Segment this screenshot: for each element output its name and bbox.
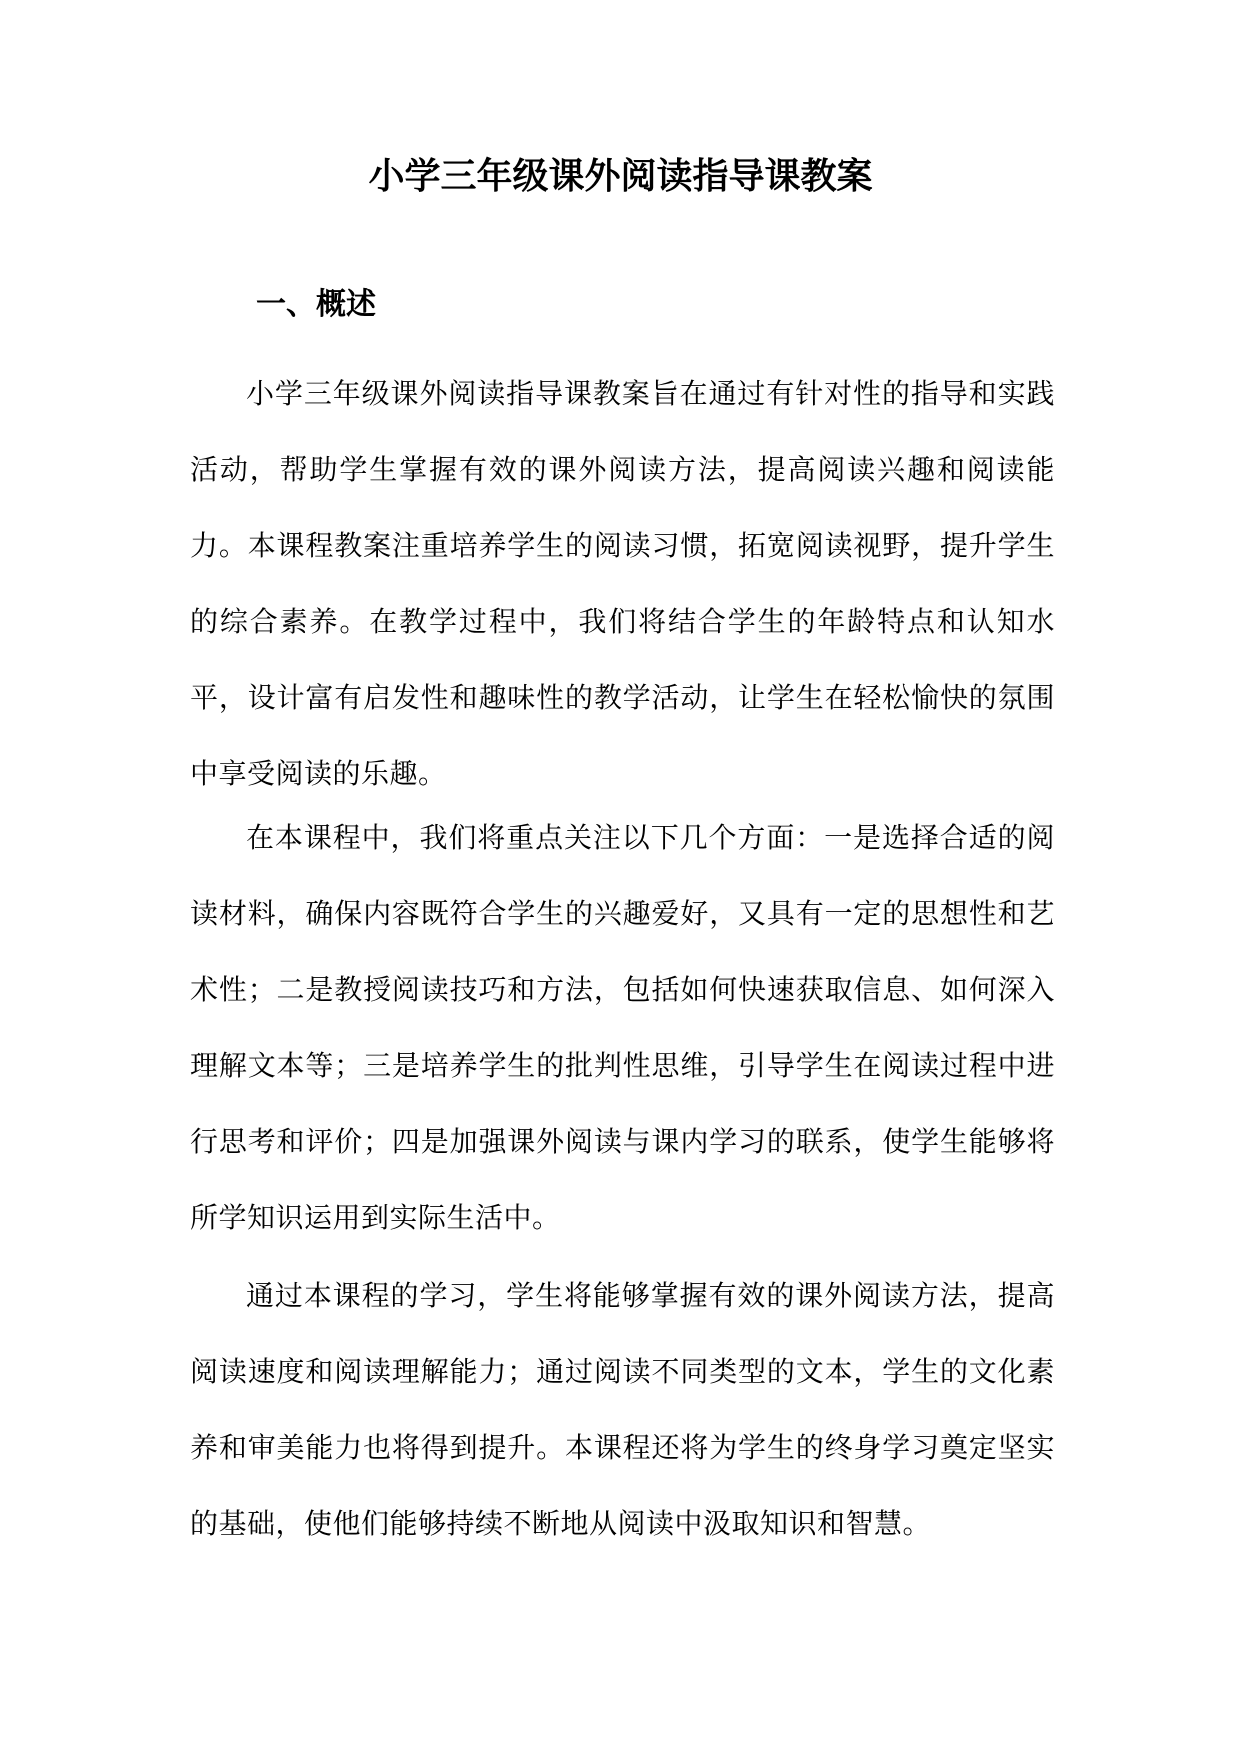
paragraph-3: 通过本课程的学习，学生将能够掌握有效的课外阅读方法，提高阅读速度和阅读理解能力；通过阅读不同类型的文本，学生的文化素养和审美能力也将得到提升。本课程还将为学生的终身学习奠定坚实的基础，使他们能够持续不断地从阅读中汲取知识和智慧。 <box>190 1279 1055 1540</box>
document-title: 小学三年级课外阅读指导课教案 <box>368 155 873 197</box>
section-heading-overview: 一、概述 <box>256 287 376 322</box>
paragraph-2: 在本课程中，我们将重点关注以下几个方面：一是选择合适的阅读材料，确保内容既符合学生的兴趣爱好，又具有一定的思想性和艺术性；二是教授阅读技巧和方法，包括如何快速获取信息、如何深入理解文本等；三是培养学生的批判性思维，引导学生在阅读过程中进行思考和评价；四是加强课外阅读与课内学习的联系，使学生能够将所学知识运用到实际生活中。 <box>190 821 1055 1234</box>
paragraph-1: 小学三年级课外阅读指导课教案旨在通过有针对性的指导和实践活动，帮助学生掌握有效的课外阅读方法，提高阅读兴趣和阅读能力。本课程教案注重培养学生的阅读习惯，拓宽阅读视野，提升学生的综合素养。在教学过程中，我们将结合学生的年龄特点和认知水平，设计富有启发性和趣味性的教学活动，让学生在轻松愉快的氛围中享受阅读的乐趣。 <box>190 377 1055 790</box>
